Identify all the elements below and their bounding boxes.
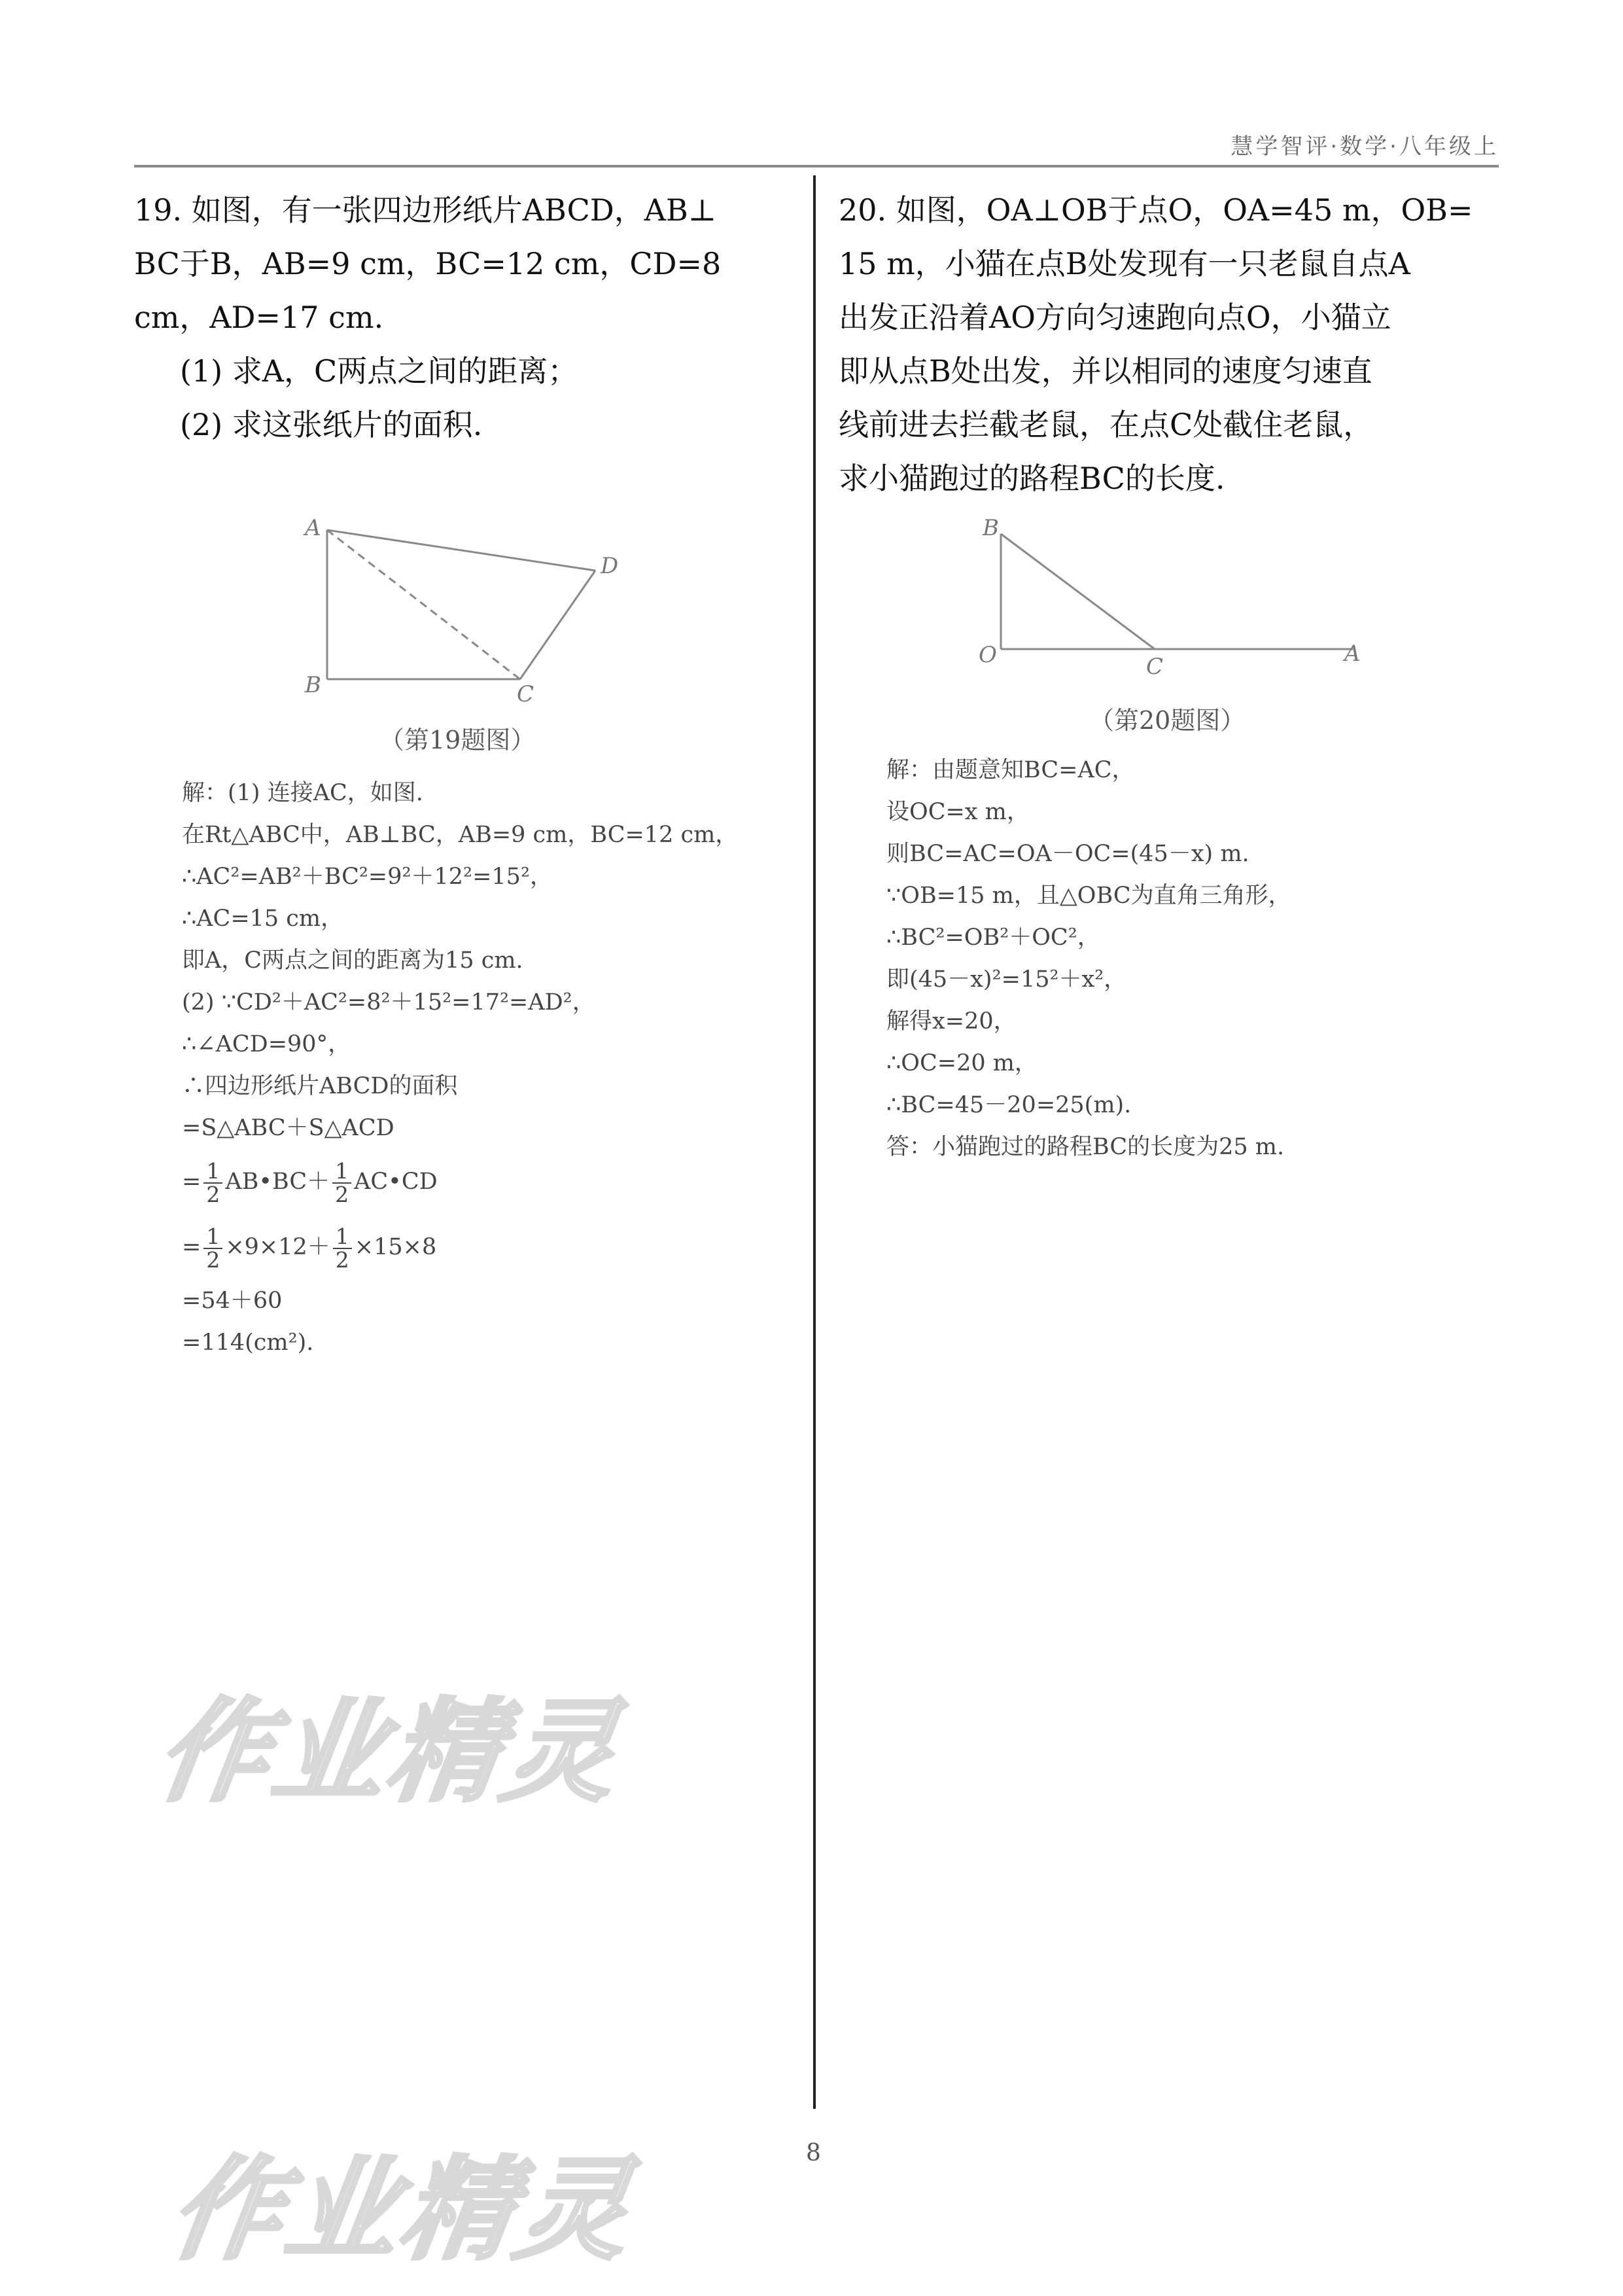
segment-AD — [327, 530, 595, 571]
question-20-line: 线前进去拦截老鼠，在点C处截住老鼠， — [839, 407, 1374, 442]
solution-20-line: ∵OB=15 m，且△OBC为直角三角形， — [886, 883, 1291, 909]
question-19-line: cm，AD=17 cm. — [134, 300, 384, 335]
header-rule — [134, 165, 1499, 168]
label-B: B — [305, 672, 321, 698]
solution-19-fraction-line: = $\frac{1}{2}$ ×9×12＋ $\frac{1}{2}$ ×15×8 — [182, 1223, 437, 1273]
solution-19-line: ∴∠ACD=90°， — [182, 1031, 351, 1057]
solution-19-line: =S△ABC＋S△ACD — [182, 1115, 394, 1141]
segment-BC — [1001, 534, 1155, 649]
figure-20 — [968, 510, 1374, 687]
solution-19 — [182, 772, 738, 1364]
column-divider — [813, 175, 816, 2109]
solution-19-line: =54＋60 — [182, 1288, 283, 1314]
question-19-sub-1: (1) 求A，C两点之间的距离； — [180, 353, 578, 389]
solution-20-line: ∴OC=20 m， — [886, 1050, 1038, 1076]
segment-CD — [520, 571, 595, 679]
figure-19 — [301, 510, 667, 707]
page-number: 8 — [806, 2140, 821, 2166]
solution-20-line: 设OC=x m， — [886, 799, 1030, 825]
watermark: 作业精灵 — [149, 1687, 629, 1817]
header-title: 慧学智评·数学·八年级上 — [1230, 133, 1499, 160]
label-B: B — [983, 515, 999, 541]
solution-19-line: 解：(1) 连接AC，如图. — [182, 780, 423, 806]
watermark: 作业精灵 — [162, 2146, 642, 2275]
figure-19-caption: （第19题图） — [379, 726, 536, 754]
label-C: C — [517, 681, 534, 707]
solution-19-line: 即A，C两点之间的距离为15 cm. — [182, 947, 523, 974]
label-A: A — [305, 515, 321, 541]
label-C: C — [1146, 654, 1164, 680]
question-19-line: BC于B，AB=9 cm，BC=12 cm，CD=8 — [134, 246, 722, 281]
solution-20-line: 解得x=20， — [886, 1008, 1017, 1034]
solution-20-line: 解：由题意知BC=AC， — [886, 757, 1135, 783]
solution-20-line: 答：小猫跑过的路程BC的长度为25 m. — [886, 1134, 1285, 1160]
solution-19-line: ∴AC²=AB²＋BC²=9²＋12²=15²， — [182, 864, 553, 890]
label-D: D — [601, 553, 619, 579]
solution-20-line: ∴BC=45－20=25(m). — [886, 1092, 1132, 1118]
question-20-line: 即从点B处出发，并以相同的速度匀速直 — [839, 353, 1372, 389]
fraction: $\frac{1}{2}$ — [333, 1226, 352, 1271]
solution-20-line: ∴BC²=OB²＋OC²， — [886, 925, 1100, 951]
question-20-line: 出发正沿着AO方向匀速跑向点O，小猫立 — [839, 300, 1391, 335]
fraction: $\frac{1}{2}$ — [203, 1160, 222, 1206]
fraction: $\frac{1}{2}$ — [332, 1160, 351, 1206]
fraction: $\frac{1}{2}$ — [203, 1226, 222, 1271]
label-A: A — [1344, 641, 1361, 667]
solution-20 — [886, 749, 1291, 1168]
solution-19-line: ∴AC=15 cm， — [182, 906, 344, 932]
segment-AC-dashed — [327, 530, 520, 679]
solution-19-line: ∴四边形纸片ABCD的面积 — [182, 1073, 458, 1099]
question-19-line: 19. 如图，有一张四边形纸片ABCD，AB⊥ — [134, 192, 717, 228]
question-20-line: 20. 如图，OA⊥OB于点O，OA=45 m，OB= — [839, 192, 1473, 228]
question-20-line: 15 m，小猫在点B处发现有一只老鼠自点A — [839, 246, 1410, 281]
question-20-line: 求小猫跑过的路程BC的长度. — [839, 461, 1225, 496]
solution-20-line: 即(45－x)²=15²＋x²， — [886, 966, 1127, 993]
solution-19-line: =114(cm²). — [182, 1330, 314, 1356]
question-19-sub-2: (2) 求这张纸片的面积. — [180, 407, 483, 442]
solution-20-line: 则BC=AC=OA－OC=(45－x) m. — [886, 841, 1249, 867]
solution-19-fraction-line: = $\frac{1}{2}$ AB•BC＋ $\frac{1}{2}$ AC•CD — [182, 1157, 438, 1207]
solution-19-line: 在Rt△ABC中，AB⊥BC，AB=9 cm，BC=12 cm， — [182, 822, 739, 848]
solution-19-line: (2) ∵CD²＋AC²=8²＋15²=17²=AD²， — [182, 989, 595, 1016]
label-O: O — [979, 642, 997, 668]
figure-20-caption: （第20题图） — [1089, 706, 1246, 735]
question-20 — [839, 183, 1499, 505]
question-19 — [134, 183, 788, 451]
